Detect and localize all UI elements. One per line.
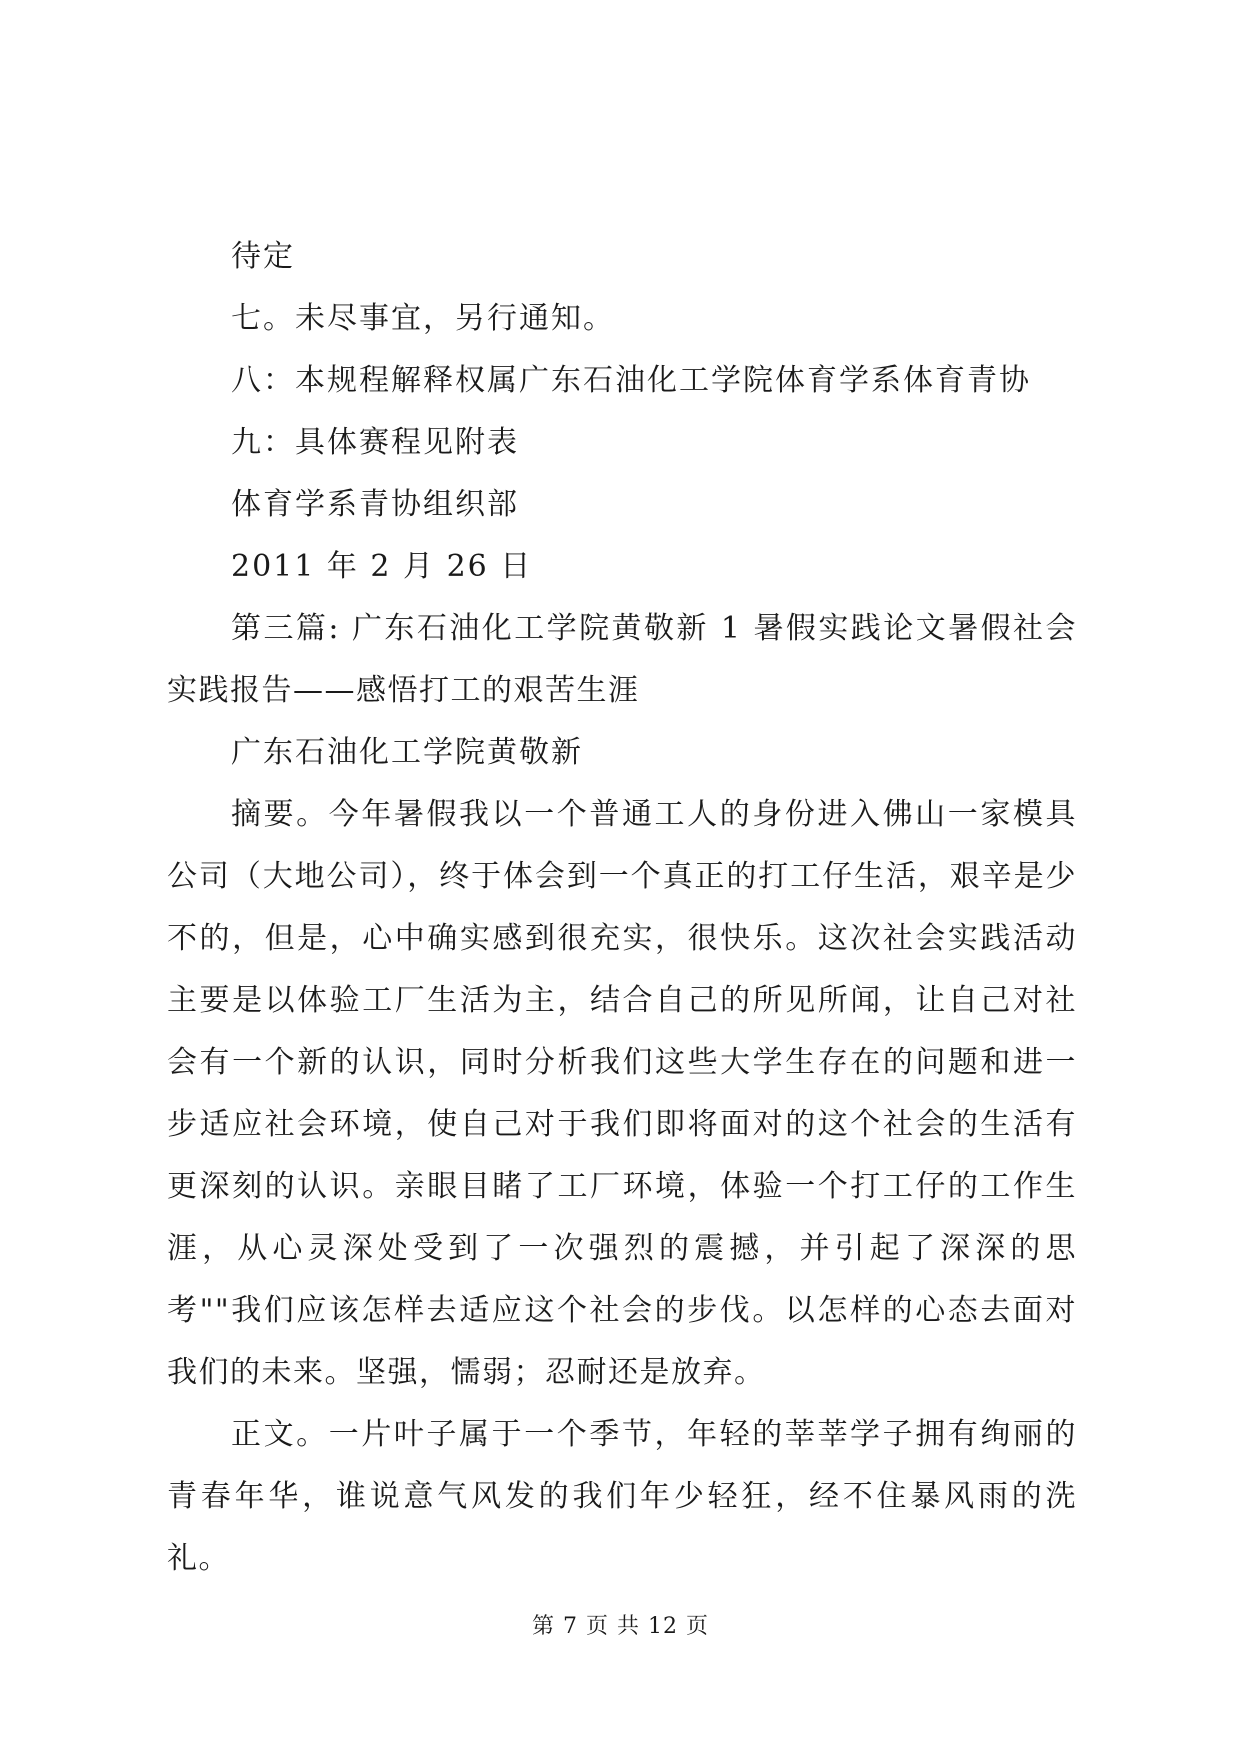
text-line-item-seven: 七。未尽事宜，另行通知。	[231, 301, 615, 336]
main-text-paragraph: 正文。一片叶子属于一个季节，年轻的莘莘学子拥有绚丽的青春年华，谁说意气风发的我们年少轻狂，经不住暴风雨的洗礼。	[167, 1417, 1077, 1576]
section-heading-part-three: 第三篇: 广东石油化工学院黄敬新 1 暑假实践论文暑假社会实践报告——感悟打工的艰苦生涯	[167, 611, 1077, 708]
page-footer: 第 7 页 共 12 页	[532, 1614, 709, 1639]
text-line-organizer: 体育学系青协组织部	[231, 487, 519, 522]
text-line-item-nine: 九：具体赛程见附表	[231, 425, 519, 460]
text-line-author: 广东石油化工学院黄敬新	[231, 735, 583, 770]
abstract-paragraph: 摘要。今年暑假我以一个普通工人的身份进入佛山一家模具公司（大地公司），终于体会到一个真正的打工仔生活，艰辛是少不的，但是，心中确实感到很充实，很快乐。这次社会实践活动主要是以体验工厂生活为主，结合自己的所见所闻，让自己对社会有一个新的认识，同时分析我们这些大学生存在的问题和进一步适应社会环境，使自己对于我们即将面对的这个社会的生活有更深刻的认识。亲眼目睹了工厂环境，体验一个打工仔的工作生涯，从心灵深处受到了一次强烈的震撼，并引起了深深的思考""我们应该怎样去适应这个社会的步伐。以怎样的心态去面对我们的未来。坚强，懦弱；忍耐还是放弃。	[167, 797, 1077, 1390]
text-line-date: 2011 年 2 月 26 日	[231, 549, 533, 584]
document-body	[167, 226, 1077, 1590]
text-line-pending: 待定	[231, 239, 295, 274]
text-line-item-eight: 八：本规程解释权属广东石油化工学院体育学系体育青协	[231, 363, 1031, 398]
